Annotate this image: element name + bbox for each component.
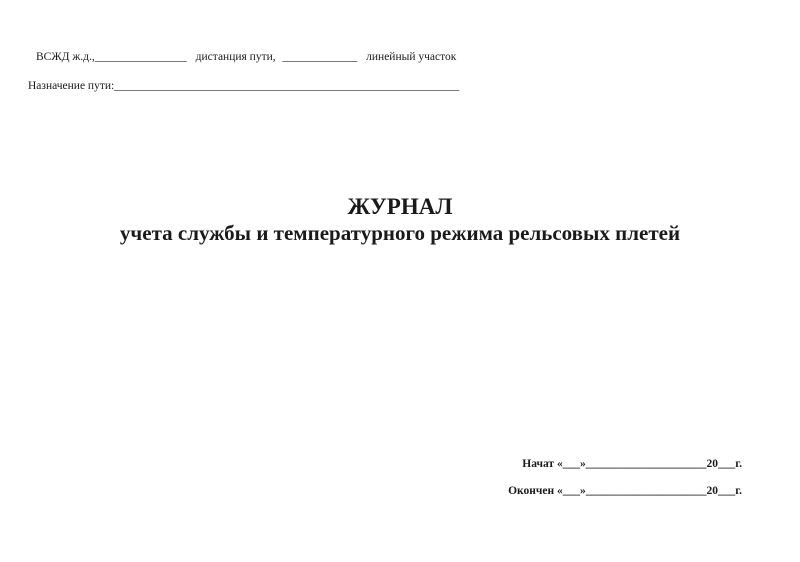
header-line	[36, 50, 456, 64]
finished-date-line: Окончен «___»_____________________20___г.	[508, 485, 742, 497]
section-label: линейный участок	[366, 51, 457, 63]
journal-title: ЖУРНАЛ	[347, 194, 453, 219]
track-purpose-line: Назначение пути:____________________________________________________________	[28, 80, 460, 92]
started-date-line: Начат «___»_____________________20___г.	[522, 458, 742, 470]
distance-blank: _____________	[282, 51, 358, 63]
distance-label: дистанция пути,	[195, 51, 276, 63]
journal-subtitle: учета службы и температурного режима рельсовых плетей	[119, 221, 681, 245]
railway-label: ВСЖД ж.д.,________________	[36, 51, 187, 63]
